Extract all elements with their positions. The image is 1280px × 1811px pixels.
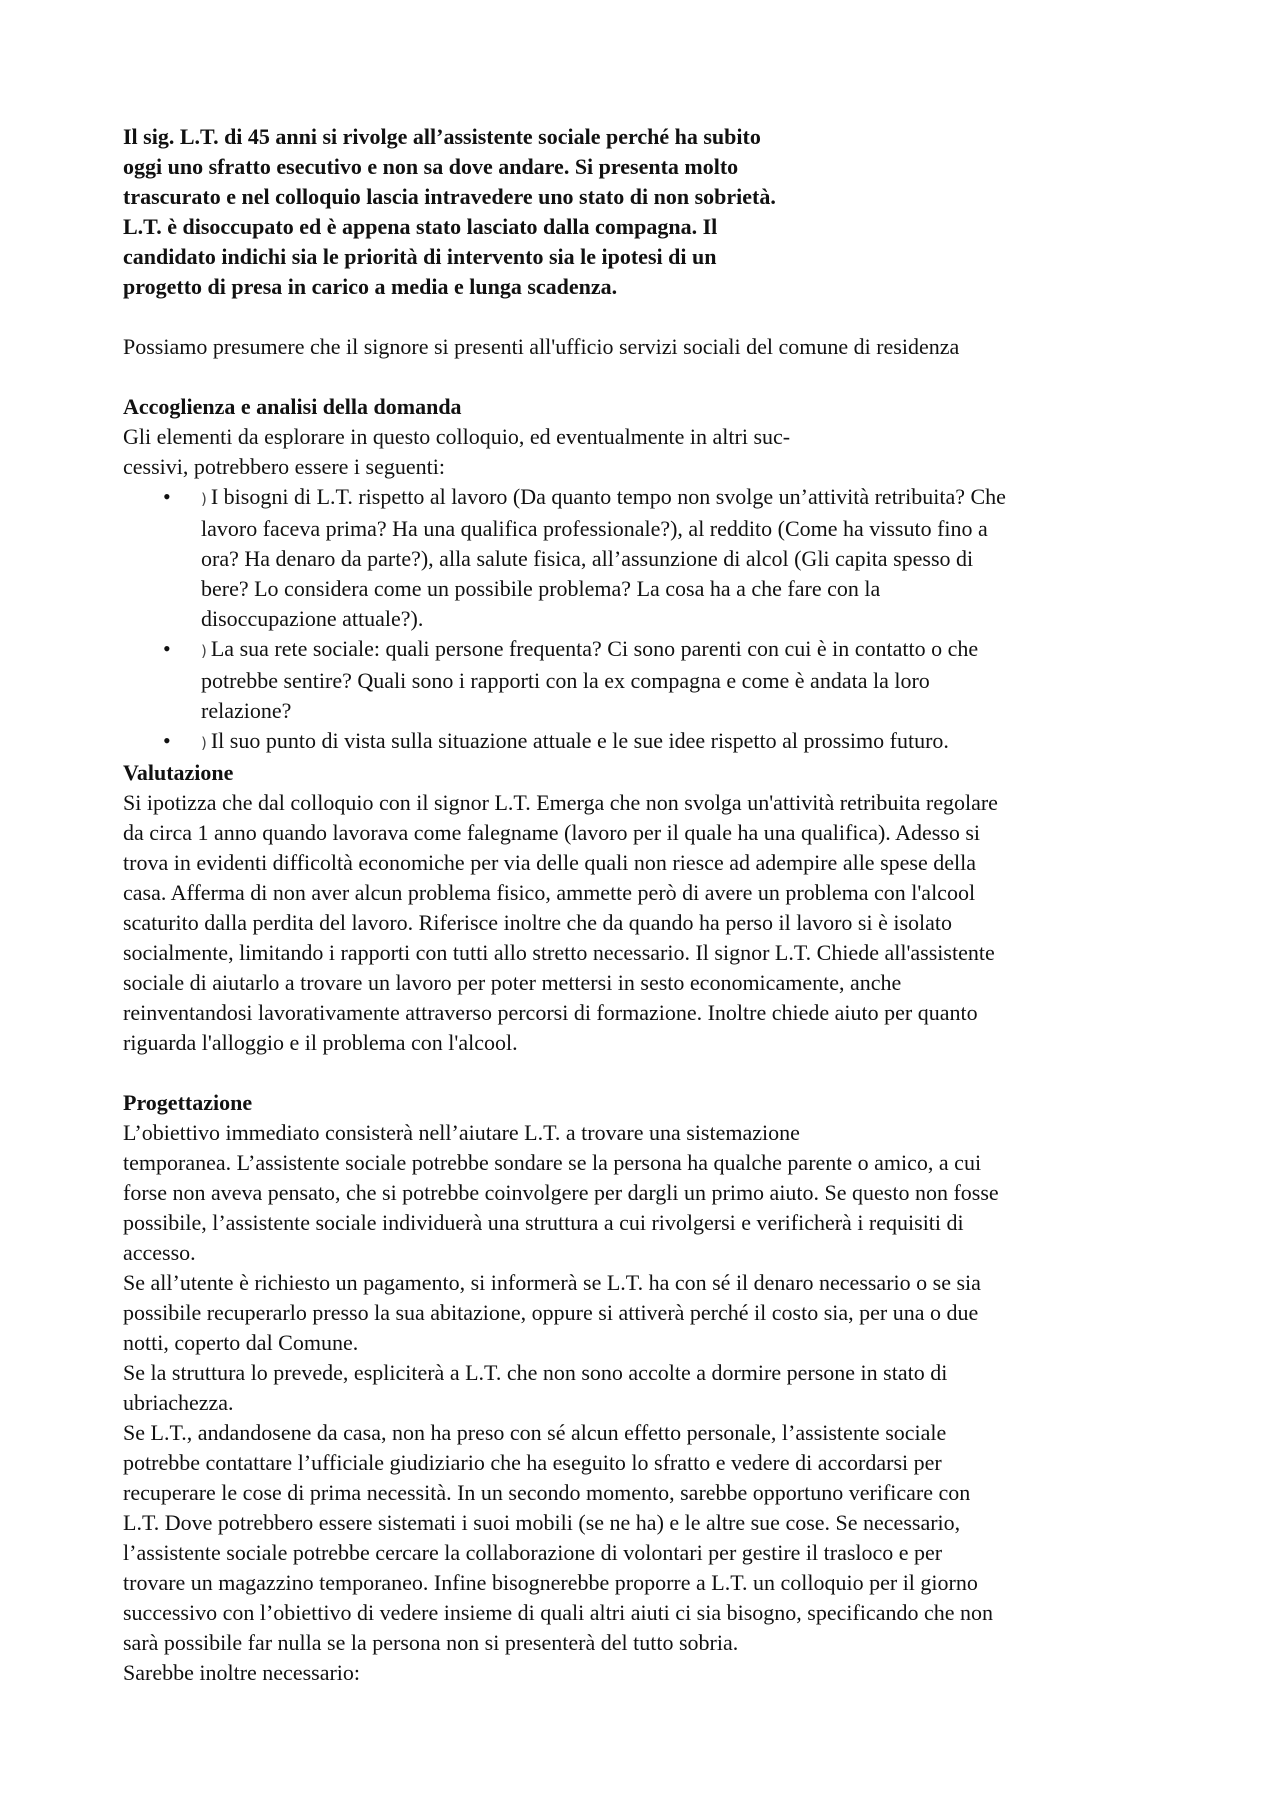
paragraph-line: L’obiettivo immediato consisterà nell’aiutare L.T. a trovare una sistemazione — [123, 1120, 800, 1145]
paragraph-line: Sarebbe inoltre necessario: — [123, 1660, 361, 1685]
case-prompt-line: trascurato e nel colloquio lascia intravedere uno stato di non sobrietà. — [123, 184, 776, 209]
spacer — [123, 362, 1183, 392]
section-valutazione — [123, 758, 1183, 1058]
list-item-line: potrebbe sentire? Quali sono i rapporti con la ex compagna e come è andata la loro — [201, 668, 930, 693]
presumption-paragraph: Possiamo presumere che il signore si presenti all'ufficio servizi sociali del comune di residenza — [123, 334, 960, 359]
document-page — [123, 122, 1183, 1688]
paragraph-line: riguarda l'alloggio e il problema con l'alcool. — [123, 1030, 518, 1055]
exploration-list — [123, 482, 1183, 758]
paragraph-line: casa. Afferma di non aver alcun problema fisico, ammette però di avere un problema con l'alcool — [123, 880, 976, 905]
section-heading: Accoglienza e analisi della domanda — [123, 394, 462, 419]
paragraph-line: recuperare le cose di prima necessità. In un secondo momento, sarebbe opportuno verificare con — [123, 1480, 971, 1505]
paragraph-line: cessivi, potrebbero essere i seguenti: — [123, 454, 445, 479]
item-marker: ) — [201, 734, 207, 752]
paragraph-line: temporanea. L’assistente sociale potrebbe sondare se la persona ha qualche parente o amico, a cui — [123, 1150, 982, 1175]
list-item-line: lavoro faceva prima? Ha una qualifica professionale?), al reddito (Come ha vissuto fino a — [201, 516, 988, 541]
case-prompt-line: L.T. è disoccupato ed è appena stato lasciato dalla compagna. Il — [123, 214, 718, 239]
paragraph-line: scaturito dalla perdita del lavoro. Riferisce inoltre che da quando ha perso il lavoro si è isolato — [123, 910, 953, 935]
section-heading: Progettazione — [123, 1090, 253, 1115]
paragraph-line: potrebbe contattare l’ufficiale giudiziario che ha eseguito lo sfratto e vedere di accordarsi per — [123, 1450, 942, 1475]
paragraph-line: possibile, l’assistente sociale individuerà una struttura a cui rivolgersi e verificherà i requisiti di — [123, 1210, 964, 1235]
bullet-icon: • — [163, 636, 171, 661]
list-item-line: relazione? — [201, 698, 292, 723]
paragraph-line: Se L.T., andandosene da casa, non ha preso con sé alcun effetto personale, l’assistente sociale — [123, 1420, 947, 1445]
bullet-icon: • — [163, 728, 171, 753]
paragraph-line: forse non aveva pensato, che si potrebbe coinvolgere per dargli un primo aiuto. Se questo non fosse — [123, 1180, 999, 1205]
paragraph-line: Se all’utente è richiesto un pagamento, si informerà se L.T. ha con sé il denaro necessario o se sia — [123, 1270, 981, 1295]
list-item — [123, 634, 1183, 726]
item-marker: ) — [201, 490, 207, 508]
bullet-icon: • — [163, 484, 171, 509]
case-prompt-line: oggi uno sfratto esecutivo e non sa dove andare. Si presenta molto — [123, 154, 739, 179]
paragraph-line: l’assistente sociale potrebbe cercare la collaborazione di volontari per gestire il trasloco e per — [123, 1540, 943, 1565]
spacer — [123, 302, 1183, 332]
paragraph-line: notti, coperto dal Comune. — [123, 1330, 359, 1355]
paragraph-line: Gli elementi da esplorare in questo colloquio, ed eventualmente in altri suc- — [123, 424, 791, 449]
paragraph-line: L.T. Dove potrebbero essere sistemati i suoi mobili (se ne ha) e le altre sue cose. Se necessario, — [123, 1510, 961, 1535]
item-marker: ) — [201, 642, 207, 660]
paragraph-line: da circa 1 anno quando lavorava come falegname (lavoro per il quale ha una qualifica). Adesso si — [123, 820, 981, 845]
list-item-line: disoccupazione attuale?). — [201, 606, 424, 631]
section-accoglienza — [123, 392, 1183, 758]
paragraph-line: Si ipotizza che dal colloquio con il signor L.T. Emerga che non svolga un'attività retribuita regolare — [123, 790, 998, 815]
paragraph-line: Se la struttura lo prevede, espliciterà a L.T. che non sono accolte a dormire persone in stato di — [123, 1360, 948, 1385]
section-progettazione — [123, 1088, 1183, 1688]
list-item — [123, 726, 1183, 758]
case-prompt — [123, 122, 913, 302]
paragraph-line: socialmente, limitando i rapporti con tutti allo stretto necessario. Il signor L.T. Chiede all'assistente — [123, 940, 995, 965]
list-item-line: ora? Ha denaro da parte?), alla salute fisica, all’assunzione di alcol (Gli capita spesso di — [201, 546, 974, 571]
paragraph-line: accesso. — [123, 1240, 196, 1265]
list-item-line: bere? Lo considera come un possibile problema? La cosa ha a che fare con la — [201, 576, 881, 601]
paragraph-line: trovare un magazzino temporaneo. Infine bisognerebbe proporre a L.T. un colloquio per il giorno — [123, 1570, 978, 1595]
paragraph-line: ubriachezza. — [123, 1390, 234, 1415]
list-item-line: La sua rete sociale: quali persone frequenta? Ci sono parenti con cui è in contatto o che — [210, 636, 979, 661]
paragraph-line: sociale di aiutarlo a trovare un lavoro per poter mettersi in sesto economicamente, anche — [123, 970, 902, 995]
paragraph-line: possibile recuperarlo presso la sua abitazione, oppure si attiverà perché il costo sia, per una o due — [123, 1300, 979, 1325]
case-prompt-line: progetto di presa in carico a media e lunga scadenza. — [123, 274, 618, 299]
list-item-line: I bisogni di L.T. rispetto al lavoro (Da quanto tempo non svolge un’attività retribuita? Che — [210, 484, 1006, 509]
case-prompt-line: Il sig. L.T. di 45 anni si rivolge all’assistente sociale perché ha subito — [123, 124, 761, 149]
list-item — [123, 482, 1183, 634]
section-heading: Valutazione — [123, 760, 234, 785]
spacer — [123, 1058, 1183, 1088]
paragraph-line: sarà possibile far nulla se la persona non si presenterà del tutto sobria. — [123, 1630, 739, 1655]
paragraph-line: successivo con l’obiettivo di vedere insieme di quali altri aiuti ci sia bisogno, specificando che non — [123, 1600, 993, 1625]
list-item-line: Il suo punto di vista sulla situazione attuale e le sue idee rispetto al prossimo futuro. — [210, 728, 949, 753]
paragraph-line: trova in evidenti difficoltà economiche per via delle quali non riesce ad adempire alle spese della — [123, 850, 976, 875]
paragraph-line: reinventandosi lavorativamente attraverso percorsi di formazione. Inoltre chiede aiuto per quanto — [123, 1000, 978, 1025]
case-prompt-line: candidato indichi sia le priorità di intervento sia le ipotesi di un — [123, 244, 717, 269]
